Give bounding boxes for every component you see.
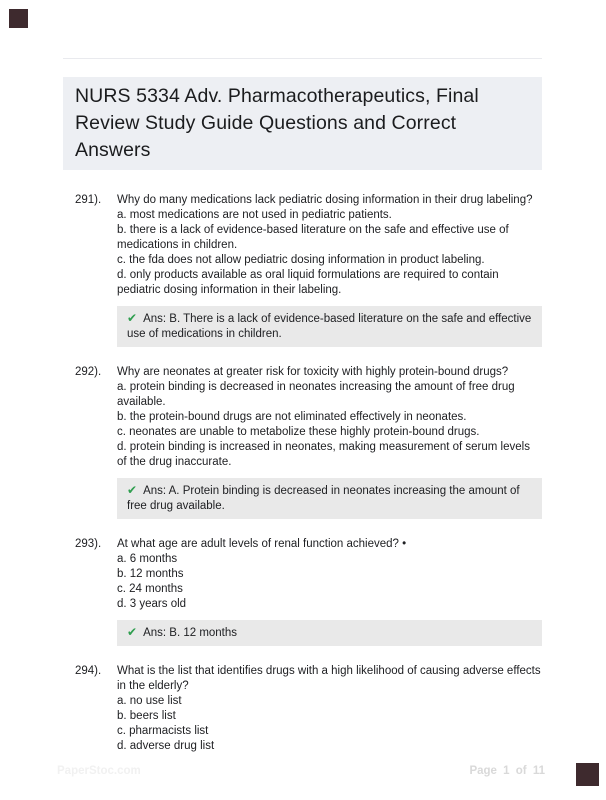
page-indicator <box>469 765 545 778</box>
header-divider <box>63 58 542 59</box>
corner-marker-top-left <box>9 9 28 28</box>
question-text: Why do many medications lack pediatric dosing information in their drug labeling? <box>117 194 533 206</box>
question-option: d. protein binding is increased in neonates, making measurement of serum levels of the drug inaccurate. <box>117 441 530 468</box>
question-list <box>63 193 542 754</box>
question-option: c. neonates are unable to metabolize these highly protein-bound drugs. <box>117 426 480 438</box>
question-item <box>63 365 542 519</box>
question-number: 293). <box>75 538 102 550</box>
question-options <box>117 208 542 298</box>
question-option: c. 24 months <box>117 583 183 595</box>
question-body <box>117 537 542 646</box>
question-option: a. protein binding is decreased in neonates increasing the amount of free drug available. <box>117 381 515 408</box>
question-options <box>117 380 542 470</box>
answer-box <box>117 478 542 519</box>
check-icon: ✔ <box>127 483 138 497</box>
question-text: At what age are adult levels of renal function achieved? • <box>117 538 407 550</box>
question-body <box>117 365 542 519</box>
question-option: b. 12 months <box>117 568 184 580</box>
question-item <box>63 537 542 646</box>
question-option: a. most medications are not used in pediatric patients. <box>117 209 392 221</box>
watermark: PaperStoc.com <box>57 765 141 777</box>
question-text: Why are neonates at greater risk for toxicity with highly protein-bound drugs? <box>117 366 509 378</box>
question-text: What is the list that identifies drugs with a high likelihood of causing adverse effects in the elderly? <box>117 665 541 692</box>
question-number: 291). <box>75 194 102 206</box>
question-number: 292). <box>75 366 102 378</box>
question-item <box>63 664 542 754</box>
answer-text: Ans: A. Protein binding is decreased in neonates increasing the amount of free drug available. <box>127 485 520 512</box>
question-option: c. pharmacists list <box>117 725 209 737</box>
page-of: of <box>515 765 527 777</box>
page-title: NURS 5334 Adv. Pharmacotherapeutics, Final Review Study Guide Questions and Correct Answers <box>63 77 542 170</box>
page-total: 11 <box>532 765 545 777</box>
document-page <box>63 0 542 754</box>
check-icon: ✔ <box>127 625 138 639</box>
answer-box <box>117 306 542 347</box>
question-option: b. the protein-bound drugs are not eliminated effectively in neonates. <box>117 411 467 423</box>
question-body <box>117 664 542 754</box>
question-item <box>63 193 542 347</box>
corner-marker-bottom-right <box>576 763 599 786</box>
page-current: 1 <box>503 765 510 777</box>
answer-text: Ans: B. There is a lack of evidence-based literature on the safe and effective use of medications in children. <box>127 313 532 340</box>
question-option: a. no use list <box>117 695 182 707</box>
question-option: a. 6 months <box>117 553 178 565</box>
question-option: b. there is a lack of evidence-based literature on the safe and effective use of medications in children. <box>117 224 509 251</box>
question-options <box>117 694 542 754</box>
page-prefix: Page <box>469 765 497 777</box>
question-option: d. only products available as oral liquid formulations are required to contain pediatric dosing information in their labeling. <box>117 269 499 296</box>
check-icon: ✔ <box>127 311 138 325</box>
answer-text: Ans: B. 12 months <box>143 627 238 639</box>
question-option: b. beers list <box>117 710 176 722</box>
answer-box <box>117 620 542 646</box>
question-option: d. adverse drug list <box>117 740 215 752</box>
question-body <box>117 193 542 347</box>
question-options <box>117 552 542 612</box>
question-number: 294). <box>75 665 102 677</box>
question-option: c. the fda does not allow pediatric dosing information in product labeling. <box>117 254 485 266</box>
question-option: d. 3 years old <box>117 598 187 610</box>
